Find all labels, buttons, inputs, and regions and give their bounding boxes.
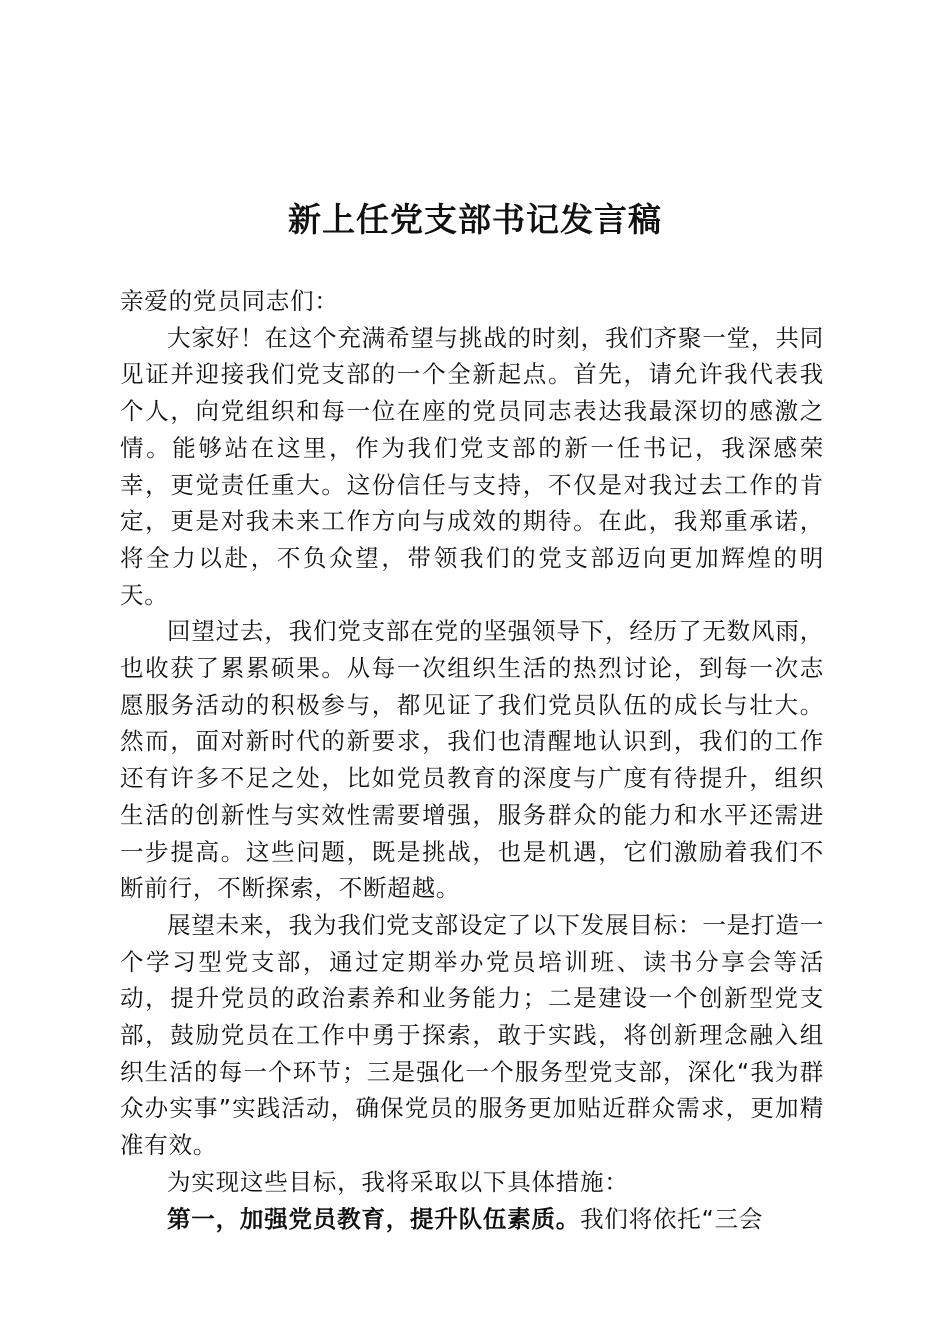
paragraph-goals: 展望未来，我为我们党支部设定了以下发展目标：一是打造一个学习型党支部，通过定期举办党员培训班、读书分享会等活动，提升党员的政治素养和业务能力；二是建设一个创新型党支部，鼓励党员在工作中勇于探索，敢于实践，将创新理念融入组织生活的每一个环节；三是强化一个服务型党支部，深化“我为群众办实事”实践活动，确保党员的服务更加贴近群众需求，更加精准有效。 bbox=[120, 910, 824, 1160]
paragraph-measure-one bbox=[120, 1201, 824, 1238]
measure-one-heading: 第一，加强党员教育，提升队伍素质。 bbox=[167, 1204, 581, 1233]
salutation: 亲爱的党员同志们： bbox=[120, 287, 339, 315]
paragraph-measures-intro: 为实现这些目标，我将采取以下具体措施： bbox=[167, 1167, 629, 1196]
measure-one-text: 我们将依托“三会 bbox=[580, 1204, 764, 1233]
paragraph-review: 回望过去，我们党支部在党的坚强领导下，经历了无数风雨，也收获了累累硕果。从每一次组织生活的热烈讨论，到每一次志愿服务活动的积极参与，都见证了我们党员队伍的成长与壮大。然而，面对新时代的新要求，我们也清醒地认识到，我们的工作还有许多不足之处，比如党员教育的深度与广度有待提升，组织生活的创新性与实效性需要增强，服务群众的能力和水平还需进一步提高。这些问题，既是挑战，也是机遇，它们激励着我们不断前行，不断探索，不断超越。 bbox=[120, 617, 824, 903]
paragraph-greeting: 大家好！在这个充满希望与挑战的时刻，我们齐聚一堂，共同见证并迎接我们党支部的一个全新起点。首先，请允许我代表我个人，向党组织和每一位在座的党员同志表达我最深切的感激之情。能够站在这里，作为我们党支部的新一任书记，我深感荣幸，更觉责任重大。这份信任与支持，不仅是对我过去工作的肯定，更是对我未来工作方向与成效的期待。在此，我郑重承诺，将全力以赴，不负众望，带领我们的党支部迈向更加辉煌的明天。 bbox=[120, 323, 824, 609]
document-body bbox=[120, 283, 824, 1237]
document-title: 新上任党支部书记发言稿 bbox=[288, 200, 662, 239]
